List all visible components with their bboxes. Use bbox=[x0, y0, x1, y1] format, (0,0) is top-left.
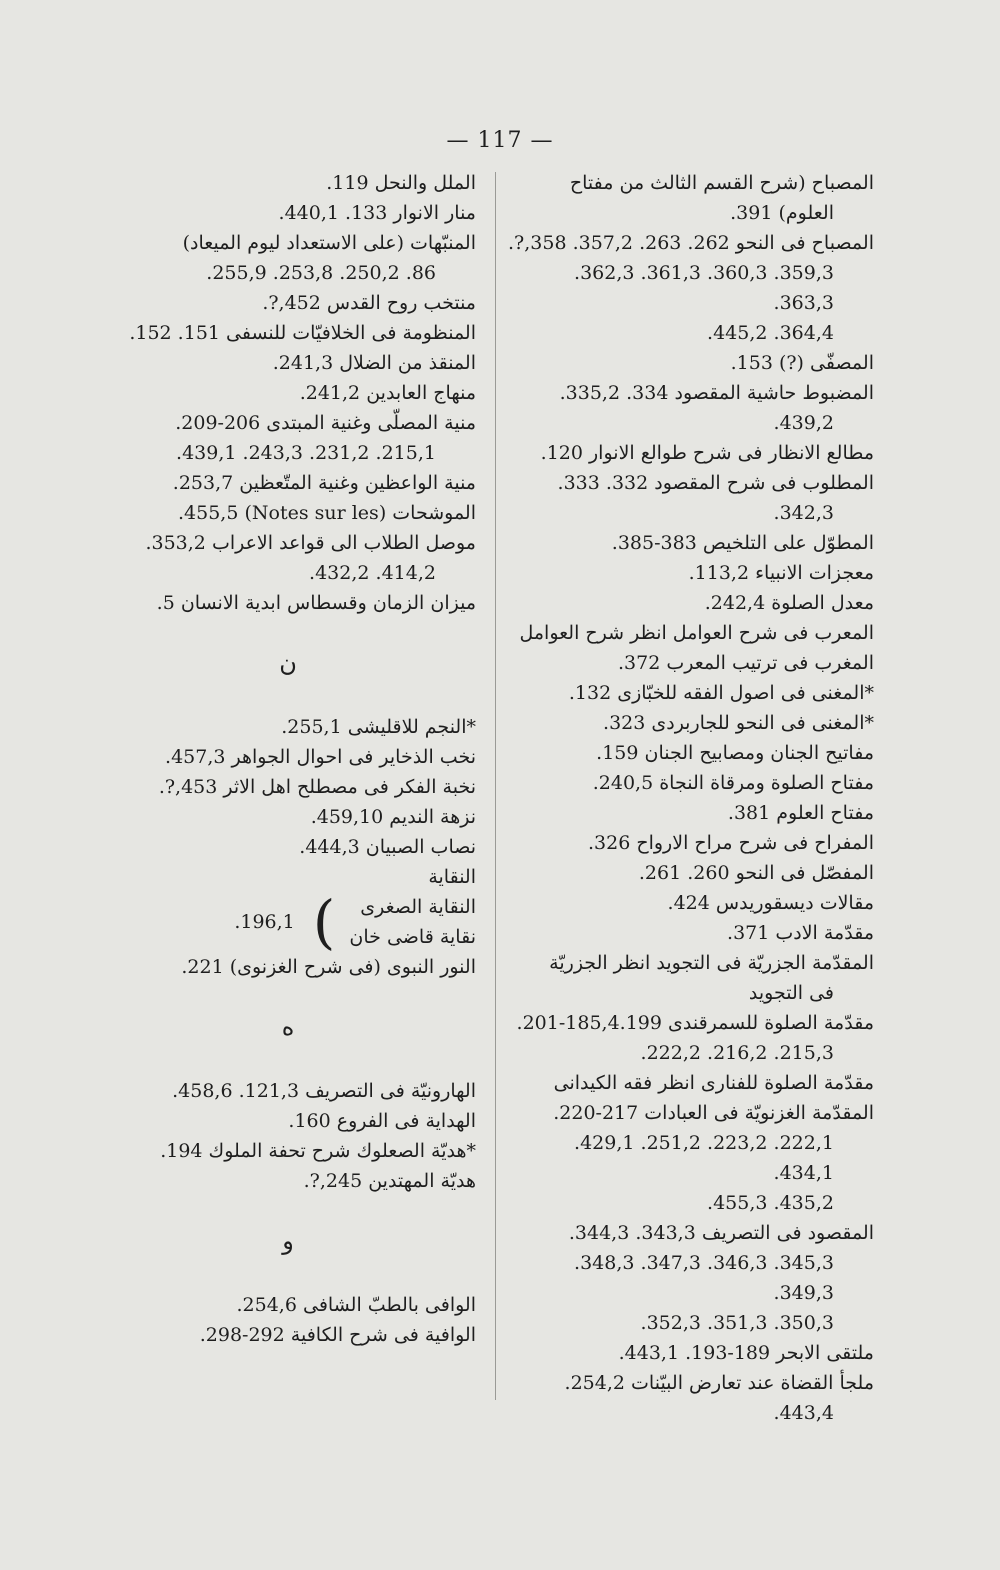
index-entry: المصفّى (?) 153. bbox=[730, 352, 874, 374]
index-entry: العلوم) 391. bbox=[730, 202, 834, 224]
index-entry: الوافية فى شرح الكافية 292-298. bbox=[199, 1324, 476, 1346]
section-letter-ha: ه bbox=[281, 1013, 295, 1041]
index-entry: المصباح فى النحو 262. 263. 357,2. 358,?. bbox=[508, 232, 874, 254]
index-entry: نخبة الفكر فى مصطلح اهل الاثر 453,?. bbox=[158, 776, 476, 798]
index-entry: 342,3. bbox=[773, 502, 834, 524]
index-entry: ملجأ القضاة عند تعارض البيّنات 254,2. bbox=[564, 1372, 874, 1394]
naqaya-group-value: 196,1. bbox=[234, 911, 295, 933]
index-entry: المنقذ من الضلال 241,3. bbox=[272, 352, 476, 374]
index-entry: نخب الذخاير فى احوال الجواهر 457,3. bbox=[165, 746, 476, 768]
index-entry: 439,2. bbox=[773, 412, 834, 434]
index-entry: نزهة النديم 459,10. bbox=[310, 806, 476, 828]
index-entry: مقدّمة الصلوة للفنارى انظر فقه الكيدانى bbox=[553, 1072, 874, 1094]
index-entry: المفراح فى شرح مراح الارواح 326. bbox=[587, 832, 874, 854]
section-letter-nun: ن bbox=[279, 649, 297, 677]
curly-brace-icon: ) bbox=[312, 888, 336, 956]
column-divider bbox=[495, 172, 496, 1400]
index-entry: معجزات الانبياء 113,2. bbox=[688, 562, 874, 584]
index-entry: *هديّة الصعلوك شرح تحفة الملوك 194. bbox=[160, 1140, 476, 1162]
index-entry: منية الواعظين وغنية المتّعظين 253,7. bbox=[172, 472, 476, 494]
page-number: — 117 — bbox=[446, 128, 554, 153]
index-entry: *المغنى فى اصول الفقه للخبّازى 132. bbox=[568, 682, 874, 704]
index-entry: مفتاح العلوم 381. bbox=[727, 802, 874, 824]
index-entry: *المغنى فى النحو للجاربردى 323. bbox=[603, 712, 874, 734]
index-entry: المنبّهات (على الاستعداد ليوم الميعاد) bbox=[182, 232, 476, 254]
index-entry: 443,4. bbox=[773, 1402, 834, 1424]
index-entry: مقالات ديسقوريدس 424. bbox=[667, 892, 874, 914]
index-entry: المضبوط حاشية المقصود 334. 335,2. bbox=[559, 382, 874, 404]
index-entry: المنظومة فى الخلافيّات للنسفى 151. 152. bbox=[129, 322, 476, 344]
index-entry: الموشحات (Notes sur les) 455,5. bbox=[177, 502, 476, 524]
index-entry: مطالع الانظار فى شرح طوالع الانوار 120. bbox=[540, 442, 874, 464]
index-entry: المقدّمة الجزريّة فى التجويد انظر الجزريّة bbox=[549, 952, 874, 974]
index-entry: 86. 250,2. 253,8. 255,9. bbox=[206, 262, 436, 284]
naqaya-group bbox=[100, 888, 476, 956]
index-entry: منتخب روح القدس 452,?. bbox=[262, 292, 476, 314]
index-entry: المفصّل فى النحو 260. 261. bbox=[638, 862, 874, 884]
index-entry: مقدّمة الصلوة للسمرقندى 185,4.199-201. bbox=[516, 1012, 874, 1034]
index-entry: المغرب فى ترتيب المعرب 372. bbox=[617, 652, 874, 674]
index-entry: 215,1. 231,2. 243,3. 439,1. bbox=[176, 442, 436, 464]
index-entry: الوافى بالطبّ الشافى 254,6. bbox=[236, 1294, 476, 1316]
index-entry: مفاتيح الجنان ومصابيح الجنان 159. bbox=[596, 742, 874, 764]
index-entry: 364,4. 445,2. bbox=[707, 322, 834, 344]
index-entry: النقاية الصغرى bbox=[360, 896, 476, 918]
right-column bbox=[508, 168, 874, 1428]
index-entry: النقاية bbox=[428, 866, 476, 888]
index-entry: الهداية فى الفروع 160. bbox=[288, 1110, 476, 1132]
index-entry: المقدّمة الغزنويّة فى العبادات 217-220. bbox=[553, 1102, 874, 1124]
naqaya-group-items bbox=[349, 892, 476, 952]
index-entry: المعرب فى شرح العوامل انظر شرح العوامل bbox=[519, 622, 874, 644]
index-entry: المقصود فى التصريف 343,3. 344,3. bbox=[568, 1222, 874, 1244]
index-entry: 350,3. 351,3. 352,3. bbox=[640, 1312, 834, 1334]
index-entry: الهارونيّة فى التصريف 121,3. 458,6. bbox=[172, 1080, 476, 1102]
index-entry: هديّة المهتدين 245,?. bbox=[303, 1170, 476, 1192]
index-entry: 222,1. 223,2. 251,2. 429,1. 434,1. bbox=[574, 1132, 834, 1184]
index-entry: ملتقى الابحر 189-193. 443,1. bbox=[618, 1342, 874, 1364]
index-entry: 435,2. 455,3. bbox=[707, 1192, 834, 1214]
index-entry: فى التجويد bbox=[748, 982, 834, 1004]
index-entry: نصاب الصبيان 444,3. bbox=[299, 836, 476, 858]
index-entry: الملل والنحل 119. bbox=[326, 172, 476, 194]
index-entry: منار الانوار 133. 440,1. bbox=[278, 202, 476, 224]
index-entry: 345,3. 346,3. 347,3. 348,3. 349,3. bbox=[574, 1252, 834, 1304]
index-entry: *النجم للاقليشى 255,1. bbox=[281, 716, 476, 738]
index-entry: نقاية قاضى خان bbox=[349, 926, 476, 948]
left-column bbox=[100, 168, 476, 1350]
index-entry: منية المصلّى وغنية المبتدى 206-209. bbox=[175, 412, 476, 434]
index-entry: مقدّمة الادب 371. bbox=[727, 922, 874, 944]
index-entry: 215,3. 216,2. 222,2. bbox=[640, 1042, 834, 1064]
index-entry: 414,2. 432,2. bbox=[309, 562, 436, 584]
index-entry: المطوّل على التلخيص 383-385. bbox=[611, 532, 874, 554]
index-entry: منهاج العابدين 241,2. bbox=[299, 382, 476, 404]
index-entry: ميزان الزمان وقسطاس ابدية الانسان 5. bbox=[156, 592, 476, 614]
section-letter-waw: و bbox=[282, 1227, 294, 1255]
index-entry: المطلوب فى شرح المقصود 332. 333. bbox=[557, 472, 874, 494]
index-entry: مفتاح الصلوة ومرقاة النجاة 240,5. bbox=[592, 772, 874, 794]
index-entry: النور النبوى (فى شرح الغزنوى) 221. bbox=[181, 956, 476, 978]
index-entry: معدل الصلوة 242,4. bbox=[704, 592, 874, 614]
index-entry: 359,3. 360,3. 361,3. 362,3. 363,3. bbox=[574, 262, 834, 314]
index-entry: موصل الطلاب الى قواعد الاعراب 353,2. bbox=[145, 532, 476, 554]
index-entry: المصباح (شرح القسم الثالث من مفتاح bbox=[569, 172, 874, 194]
